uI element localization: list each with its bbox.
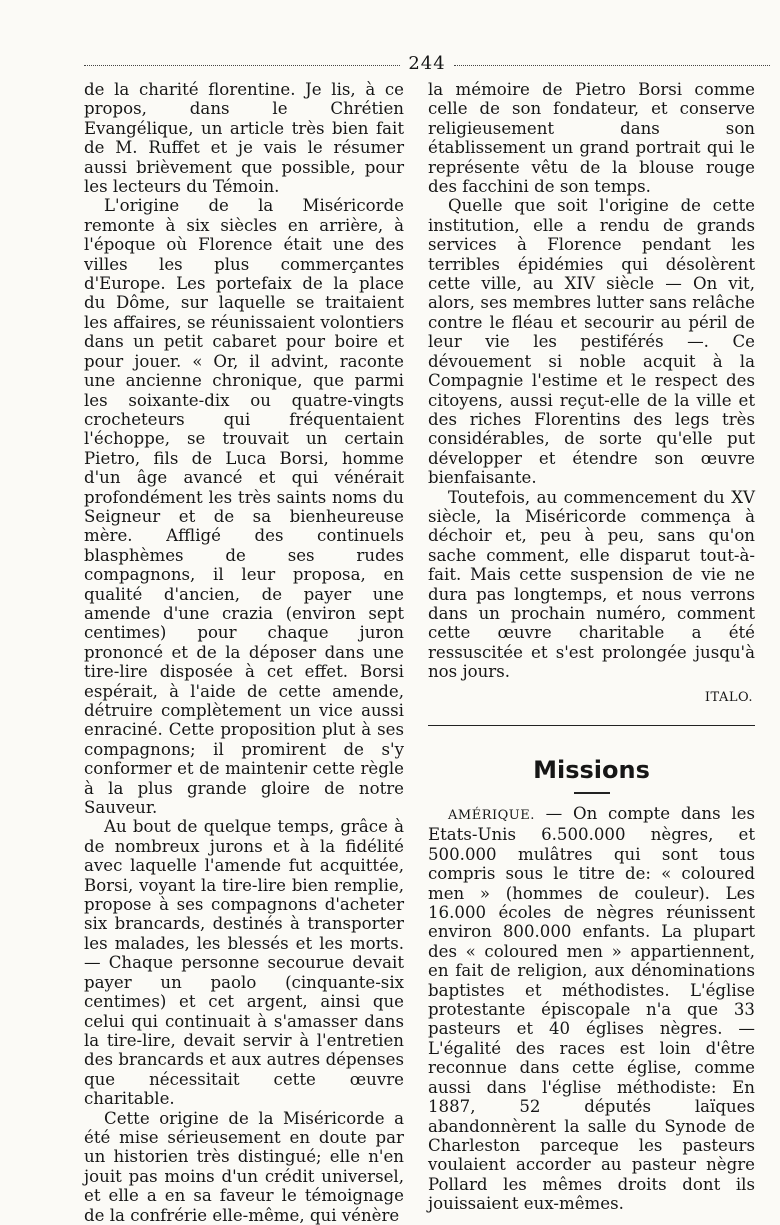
left-column	[84, 80, 404, 1225]
paragraph: Quelle que soit l'origine de cette institution, elle a rendu de grands services à Florence pendant les terribles épidémies qui désolèrent cette ville, au XIV siècle — On vit, alors, ses membres lutter sans relâche contre le fléau et secourir au péril de leur vie les pestiférés —. Ce dévouement si noble acquit à la Compagnie l'estime et le respect des citoyens, aussi reçut-elle de la ville et des riches Florentins des legs très considérables, de sorte qu'elle put développer et étendre son œuvre bienfaisante.	[428, 196, 755, 488]
page-number: 244	[408, 52, 446, 74]
missions-text: — On compte dans les Etats-Unis 6.500.000 nègres, et 500.000 mulâtres qui sont tous compris sous le titre de: « coloured men » (hommes de couleur). Les 16.000 écoles de nègres réunissent environ 800.000 enfants. La plupart des « coloured men » appartiennent, en fait de religion, aux dénominations baptistes et méthodistes. L'église protestante épiscopale n'a que 33 pasteurs et 40 églises nègres. — L'égalité des races est loin d'être reconnue dans cette église, comme aussi dans l'église méthodiste: En 1887, 52 députés laïques abandonnèrent la salle du Synode de Charleston parceque les pasteurs voulaient accorder au pasteur nègre Pollard les mêmes droits dont ils jouissaient eux-mêmes.	[428, 804, 755, 1214]
paragraph: Toutefois, au commencement du XV siècle, la Miséricorde commença à déchoir et, peu à peu, sans qu'on sache comment, elle disparut tout-à-fait. Mais cette suspension de vie ne dura pas longtemps, et nous verrons dans un prochain numéro, comment cette œuvre charitable a été ressuscitée et s'est prolongée jusqu'à nos jours.	[428, 487, 755, 682]
paragraph: Cette origine de la Miséricorde a été mise sérieusement en doute par un historien très distingué; elle n'en jouit pas moins d'un crédit universel, et elle a en sa faveur le témoignage de la confrérie elle-même, qui vénère	[84, 1108, 404, 1225]
title-underline	[574, 792, 610, 794]
paragraph: Au bout de quelque temps, grâce à de nombreux jurons et à la fidélité avec laquelle l'amende fut acquittée, Borsi, voyant la tire-lire bien remplie, propose à ses compagnons d'acheter six brancards, destinés à transporter les malades, les blessés et les morts. — Chaque personne secourue devait payer un paolo (cinquante-six centimes) et cet argent, ainsi que celui qui continuait à s'amasser dans la tire-lire, devait servir à l'entretien des brancards et aux autres dépenses que nécessitait cette œuvre charitable.	[84, 817, 404, 1109]
header-rule-right	[454, 65, 770, 66]
paragraph: L'origine de la Miséricorde remonte à six siècles en arrière, à l'époque où Florence était une des villes les plus commerçantes d'Europe. Les portefaix de la place du Dôme, sur laquelle se traitaient les affaires, se réunissaient volontiers dans un petit cabaret pour boire et pour jouer. « Or, il advint, raconte une ancienne chronique, que parmi les soixante-dix ou quatre-vingts crocheteurs qui fréquentaient l'échoppe, se trouvait un certain Pietro, fils de Luca Borsi, homme d'un âge avancé et qui vénérait profondément les très saints noms du Seigneur et de sa bienheureuse mère. Affligé des continuels blasphèmes de ses rudes compagnons, il leur proposa, en qualité d'ancien, de payer une amende d'une crazia (environ sept centimes) pour chaque juron prononcé et de la déposer dans une tire-lire disposée à cet effet. Borsi espérait, à l'aide de cette amende, détruire complètement un vice aussi enraciné. Cette proposition plut à ses compagnons; il promirent de s'y conformer et de maintenir cette règle à la plus grande gloire de notre Sauveur.	[84, 196, 404, 818]
article-signature: ITALO.	[704, 689, 753, 705]
paragraph: la mémoire de Pietro Borsi comme celle de son fondateur, et conserve religieusement dans son établissement un grand portrait qui le représente vêtu de la blouse rouge des facchini de son temps.	[428, 80, 755, 197]
missions-lead: AMÉRIQUE.	[448, 808, 535, 823]
header-rule-left	[84, 65, 400, 66]
page-header	[84, 46, 770, 80]
section-title: Missions	[533, 756, 650, 784]
paragraph: de la charité florentine. Je lis, à ce propos, dans le Chrétien Evangélique, un article très bien fait de M. Ruffet et je vais le résumer aussi brièvement que possible, pour les lecteurs du Témoin.	[84, 80, 404, 197]
section-divider	[428, 725, 755, 726]
right-column	[428, 80, 755, 1214]
missions-paragraph	[428, 804, 755, 1214]
